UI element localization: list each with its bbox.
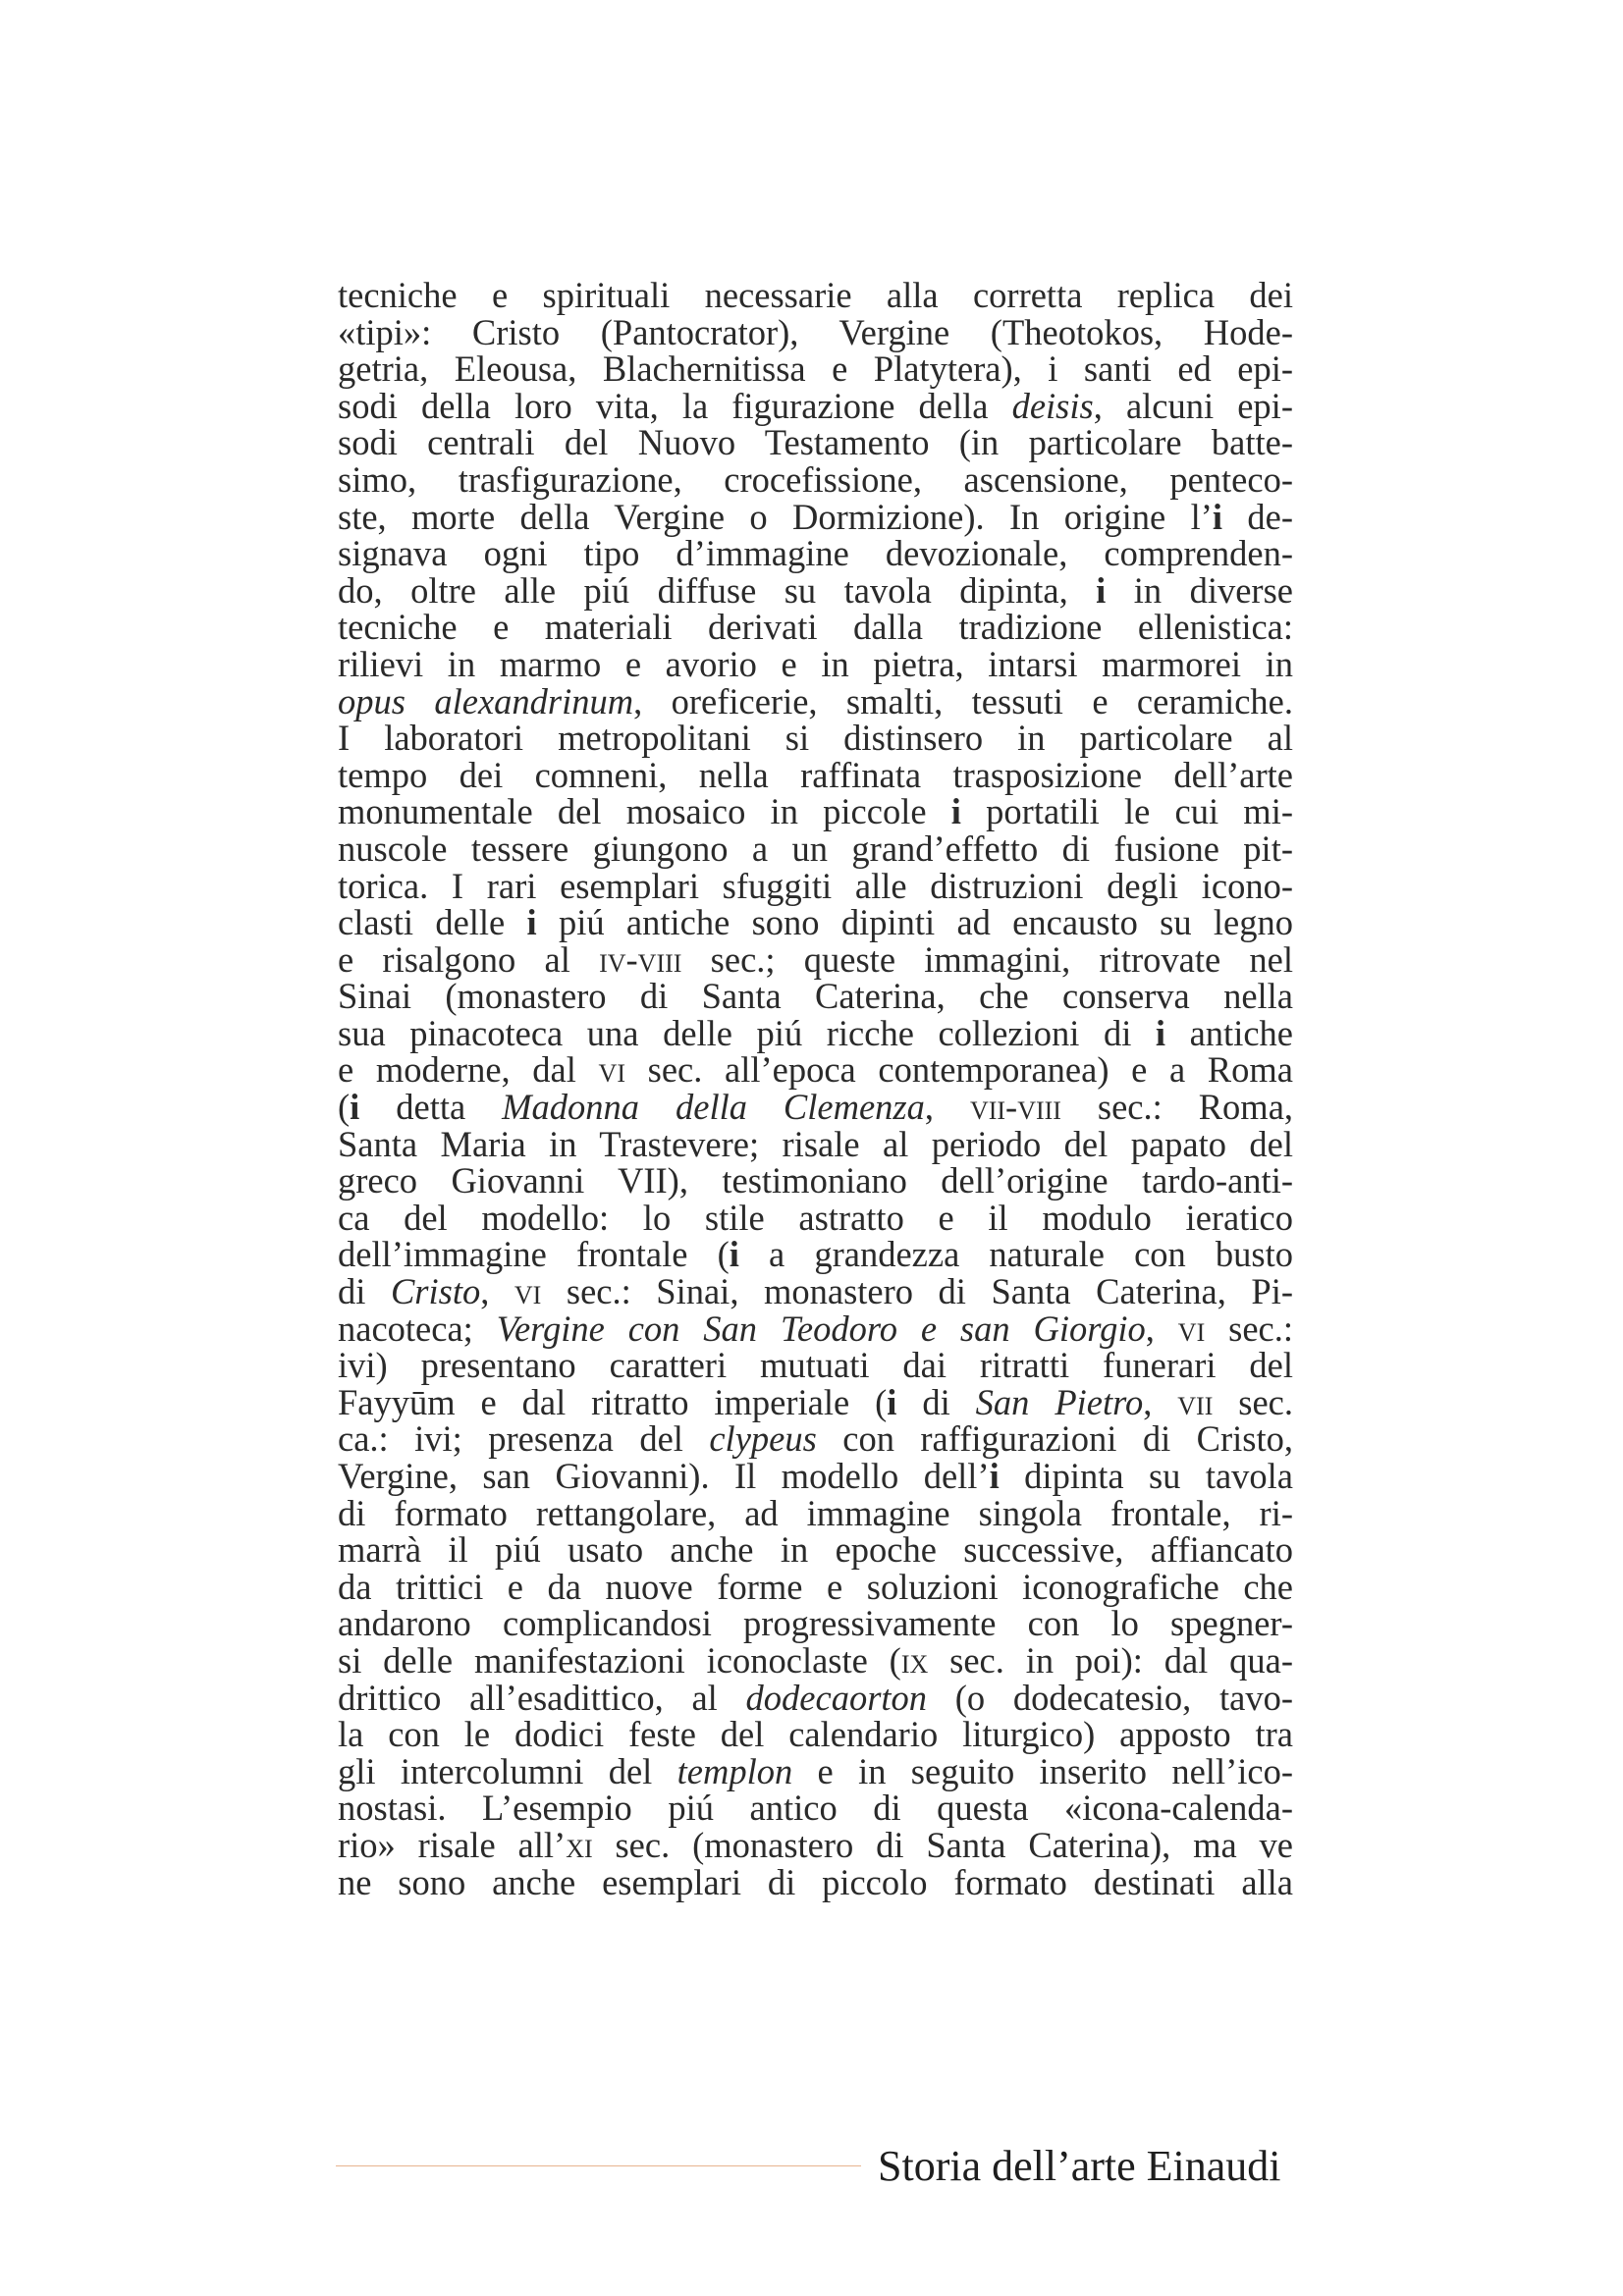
text-run: i: [350, 1087, 360, 1128]
text-run: Fayyūm e dal ritratto imperiale (: [338, 1381, 888, 1422]
text-run: i: [887, 1381, 897, 1422]
text-run: portatili le cui mi-: [960, 791, 1293, 832]
text-run: i: [1155, 1012, 1166, 1053]
text-run: sec.: Roma,: [1060, 1087, 1294, 1128]
text-run: marrà il piú usato anche in epoche successive, affiancato: [338, 1529, 1293, 1571]
text-line: [338, 1639, 1293, 1681]
text-line: [338, 1605, 1293, 1642]
text-run: Cristo: [390, 1271, 481, 1312]
text-run: vii: [1177, 1381, 1214, 1422]
text-run: con raffigurazioni di Cristo,: [816, 1418, 1294, 1460]
text-run: nacoteca;: [338, 1308, 497, 1349]
text-line: [338, 1492, 1293, 1533]
text-run: clasti delle: [338, 902, 527, 943]
text-line: [338, 1420, 1293, 1458]
text-line: [338, 1273, 1293, 1310]
text-run: dodecaorton: [745, 1677, 928, 1718]
text-run: di: [896, 1381, 976, 1422]
text-line: [338, 1531, 1293, 1569]
text-run: ivi) presentano caratteri mutuati dai ritratti funerari del: [338, 1345, 1293, 1386]
text-run: nuscole tessere giungono a un grand’effetto di fusione pit-: [338, 828, 1293, 869]
text-run: sec. in poi): dal qua-: [928, 1639, 1293, 1681]
text-run: de-: [1222, 496, 1293, 537]
text-run: vi: [1177, 1308, 1206, 1349]
text-line: [338, 1824, 1293, 1865]
text-line: [338, 311, 1293, 352]
text-run: ix: [900, 1639, 929, 1681]
text-line: [338, 1458, 1293, 1495]
text-line: [338, 720, 1293, 757]
text-line: [338, 458, 1293, 500]
text-line: [338, 496, 1293, 537]
text-line: [338, 424, 1293, 461]
text-run: tecniche e spirituali necessarie alla corretta replica dei: [338, 275, 1293, 315]
text-line: [338, 793, 1293, 830]
text-run: iv-viii: [599, 938, 682, 980]
text-run: opus alexandrinum: [338, 680, 634, 721]
text-line: [338, 1197, 1293, 1238]
text-run: la con le dodici feste del calendario liturgico) apposto tra: [338, 1714, 1293, 1755]
text-run: i: [989, 1456, 1000, 1496]
text-line: [338, 1310, 1293, 1348]
text-run: Madonna della Clemenza: [502, 1087, 925, 1128]
text-line: [338, 277, 1293, 314]
text-line: [338, 643, 1293, 684]
text-run: di formato rettangolare, ad immagine singola frontale, ri-: [338, 1492, 1293, 1533]
text-line: [338, 1162, 1293, 1200]
footer-title: Storia dell’arte Einaudi: [878, 2142, 1281, 2190]
text-run: ,: [924, 1087, 970, 1128]
text-run: ca del modello: lo stile astratto e il modulo ieratico: [338, 1197, 1293, 1238]
text-run: ca.: ivi; presenza del: [338, 1418, 710, 1460]
text-line: [338, 569, 1293, 611]
text-line: [338, 609, 1293, 646]
text-run: (: [338, 1087, 351, 1128]
text-run: i: [1212, 496, 1223, 537]
text-run: clypeus: [709, 1418, 817, 1460]
text-run: San Pietro: [975, 1381, 1144, 1422]
text-run: sec. all’epoca contemporanea) e a Roma: [624, 1049, 1293, 1091]
text-run: piú antiche sono dipinti ad encausto su legno: [536, 902, 1293, 943]
text-run: si delle manifestazioni iconoclaste (: [338, 1639, 901, 1681]
text-run: tempo dei comneni, nella raffinata trasposizione dell’arte: [338, 754, 1293, 795]
text-run: Vergine con San Teodoro e san Giorgio: [496, 1308, 1146, 1349]
text-run: da trittici e da nuove forme e soluzioni iconografiche che: [338, 1566, 1293, 1607]
text-run: Sinai (monastero di Santa Caterina, che conserva nella: [338, 976, 1293, 1017]
text-run: I laboratori metropolitani si distinsero in particolare al: [338, 718, 1293, 759]
text-run: di: [338, 1271, 391, 1312]
text-line: [338, 978, 1293, 1015]
text-run: i: [950, 791, 961, 832]
text-line: [338, 1012, 1293, 1053]
text-run: sodi centrali del Nuovo Testamento (in particolare batte-: [338, 422, 1293, 463]
text-run: ,: [1145, 1308, 1178, 1349]
text-run: simo, trasfigurazione, crocefissione, ascensione, penteco-: [338, 458, 1293, 500]
text-line: [338, 1236, 1293, 1273]
text-run: rio» risale all’: [338, 1824, 567, 1865]
text-run: signava ogni tipo d’immagine devozionale, comprenden-: [338, 533, 1293, 574]
text-line: [338, 535, 1293, 572]
text-line: [338, 1789, 1293, 1827]
text-line: [338, 1750, 1293, 1791]
text-run: e in seguito inserito nell’ico-: [792, 1750, 1293, 1791]
text-run: do, oltre alle piú diffuse su tavola dipinta,: [338, 569, 1097, 611]
text-run: ste, morte della Vergine o Dormizione). In origine l’: [338, 496, 1213, 537]
text-line: [338, 1677, 1294, 1718]
text-line: [338, 938, 1293, 980]
text-run: deisis: [1011, 385, 1094, 426]
text-run: sec.: Sinai, monastero di Santa Caterina, Pi-: [541, 1271, 1294, 1312]
text-run: nostasi. L’esempio piú antico di questa «icona-calenda-: [338, 1788, 1293, 1829]
footer-divider: [336, 2165, 861, 2166]
text-run: vi: [598, 1049, 625, 1091]
text-run: Santa Maria in Trastevere; risale al periodo del papato del: [338, 1123, 1293, 1164]
text-run: antiche: [1165, 1012, 1293, 1053]
text-run: sodi della loro vita, la figurazione della: [338, 385, 1012, 426]
text-line: [338, 1123, 1293, 1164]
text-run: , oreficerie, smalti, tessuti e ceramiche.: [633, 680, 1293, 721]
text-line: [338, 1347, 1293, 1384]
text-run: dipinta su tavola: [999, 1456, 1294, 1496]
text-run: xi: [566, 1824, 593, 1865]
text-line: [338, 1716, 1293, 1753]
text-line: [338, 350, 1293, 388]
text-run: sec.: [1213, 1381, 1294, 1422]
text-line: [338, 1089, 1293, 1126]
text-run: ,: [1143, 1381, 1178, 1422]
text-line: [338, 865, 1293, 906]
text-run: andarono complicandosi progressivamente con lo spegner-: [338, 1603, 1293, 1644]
text-line: [338, 1051, 1293, 1089]
text-run: templon: [676, 1750, 793, 1791]
text-run: , alcuni epi-: [1093, 385, 1293, 426]
text-line: [338, 680, 1293, 721]
text-run: Vergine, san Giovanni). Il modello dell’: [338, 1456, 990, 1496]
text-run: sec.:: [1205, 1308, 1293, 1349]
text-run: in diverse: [1106, 569, 1293, 611]
text-run: rilievi in marmo e avorio e in pietra, intarsi marmorei in: [338, 643, 1293, 684]
text-run: e risalgono al: [338, 938, 600, 980]
text-line: [338, 1861, 1293, 1902]
text-run: sec.; queste immagini, ritrovate nel: [681, 938, 1293, 980]
text-run: e moderne, dal: [338, 1049, 599, 1091]
text-run: a grandezza naturale con busto: [738, 1234, 1293, 1275]
text-run: vi: [514, 1271, 542, 1312]
text-run: detta: [359, 1087, 503, 1128]
text-line: [338, 904, 1293, 941]
text-run: (o dodecatesio, tavo-: [927, 1677, 1294, 1718]
text-line: [338, 754, 1293, 795]
text-line: [338, 1381, 1294, 1422]
text-run: tecniche e materiali derivati dalla tradizione ellenistica:: [338, 607, 1293, 648]
text-run: vii-viii: [969, 1087, 1061, 1128]
text-run: dell’immagine frontale (: [338, 1234, 730, 1275]
text-run: getria, Eleousa, Blachernitissa e Platytera), i santi ed epi-: [338, 348, 1293, 390]
text-run: sua pinacoteca una delle piú ricche collezioni di: [338, 1012, 1156, 1053]
text-run: gli intercolumni del: [338, 1750, 677, 1791]
text-run: ne sono anche esemplari di piccolo formato destinati alla: [338, 1861, 1293, 1902]
text-line: [338, 385, 1293, 426]
text-run: «tipi»: Cristo (Pantocrator), Vergine (Theotokos, Hode-: [338, 311, 1293, 352]
text-run: ,: [480, 1271, 514, 1312]
text-line: [338, 1566, 1293, 1607]
text-run: torica. I rari esemplari sfuggiti alle distruzioni degli icono-: [338, 865, 1293, 906]
text-run: monumentale del mosaico in piccole: [338, 791, 951, 832]
text-run: i: [1096, 569, 1107, 611]
body-text: [338, 277, 1293, 1900]
text-run: i: [729, 1234, 739, 1275]
text-run: drittico all’esadittico, al: [338, 1677, 746, 1718]
text-run: i: [526, 902, 537, 943]
text-run: greco Giovanni VII), testimoniano dell’origine tardo-anti-: [338, 1160, 1293, 1201]
text-line: [338, 830, 1293, 868]
text-run: sec. (monastero di Santa Caterina), ma ve: [592, 1824, 1293, 1865]
